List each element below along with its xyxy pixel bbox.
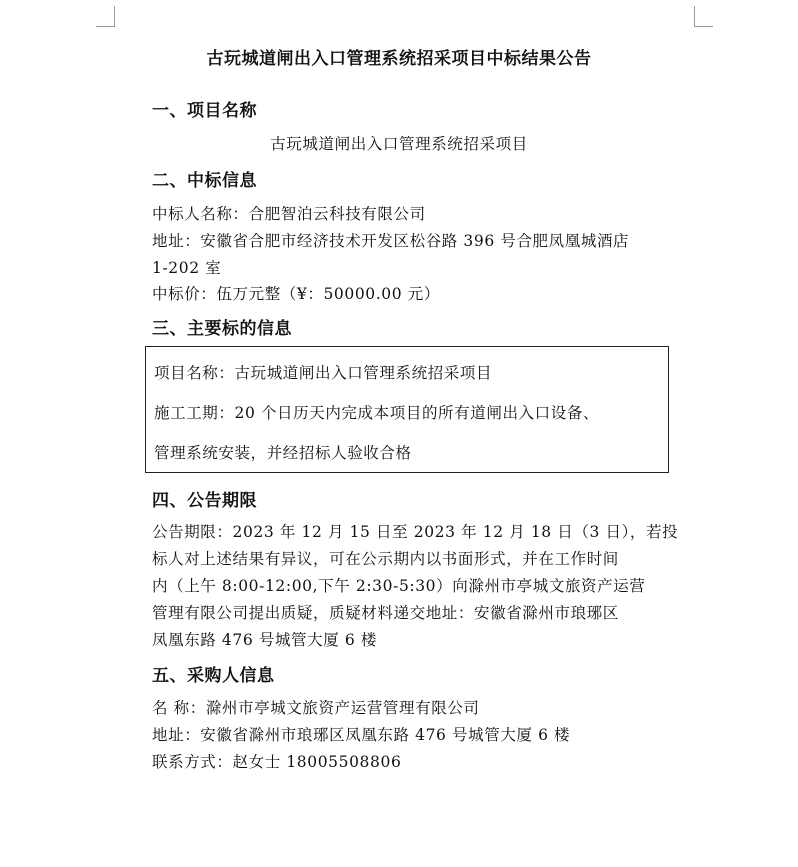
- section-heading-main-subject: 三、主要标的信息: [152, 319, 292, 339]
- winner-address-line-2: 1-202 室: [152, 259, 222, 277]
- page-corner-mark-left: [96, 6, 115, 27]
- page-corner-mark-right: [694, 6, 713, 27]
- notice-period-line-5: 凤凰东路 476 号城管大厦 6 楼: [152, 631, 377, 649]
- purchaser-address: 地址：安徽省滁州市琅琊区凤凰东路 476 号城管大厦 6 楼: [152, 726, 571, 744]
- winner-address-line-1: 地址：安徽省合肥市经济技术开发区松谷路 396 号合肥凤凰城酒店: [152, 232, 630, 250]
- winner-name: 中标人名称：合肥智泊云科技有限公司: [152, 205, 426, 223]
- project-name-text: 古玩城道闸出入口管理系统招采项目: [270, 135, 528, 153]
- award-price: 中标价：伍万元整（¥：50000.00 元）: [152, 285, 440, 303]
- box-construction-period-line-1: 施工工期：20 个日历天内完成本项目的所有道闸出入口设备、: [154, 404, 600, 422]
- section-heading-purchaser-info: 五、采购人信息: [152, 666, 275, 686]
- purchaser-name: 名 称：滁州市亭城文旅资产运营管理有限公司: [152, 699, 480, 717]
- subject-info-box: [145, 346, 669, 473]
- section-heading-project-name: 一、项目名称: [152, 101, 257, 121]
- section-heading-notice-period: 四、公告期限: [152, 491, 257, 511]
- notice-period-line-3: 内（上午 8:00-12:00,下午 2:30-5:30）向滁州市亭城文旅资产运营: [152, 577, 646, 595]
- document-title: 古玩城道闸出入口管理系统招采项目中标结果公告: [206, 49, 592, 69]
- box-project-name: 项目名称：古玩城道闸出入口管理系统招采项目: [154, 364, 493, 382]
- section-heading-award-info: 二、中标信息: [152, 171, 257, 191]
- notice-period-line-2: 标人对上述结果有异议，可在公示期内以书面形式，并在工作时间: [152, 550, 619, 568]
- notice-period-line-4: 管理有限公司提出质疑，质疑材料递交地址：安徽省滁州市琅琊区: [152, 604, 619, 622]
- purchaser-contact: 联系方式：赵女士 18005508806: [152, 753, 402, 771]
- box-construction-period-line-2: 管理系统安装，并经招标人验收合格: [154, 444, 412, 462]
- notice-period-line-1: 公告期限：2023 年 12 月 15 日至 2023 年 12 月 18 日（3 日），若投: [152, 523, 679, 541]
